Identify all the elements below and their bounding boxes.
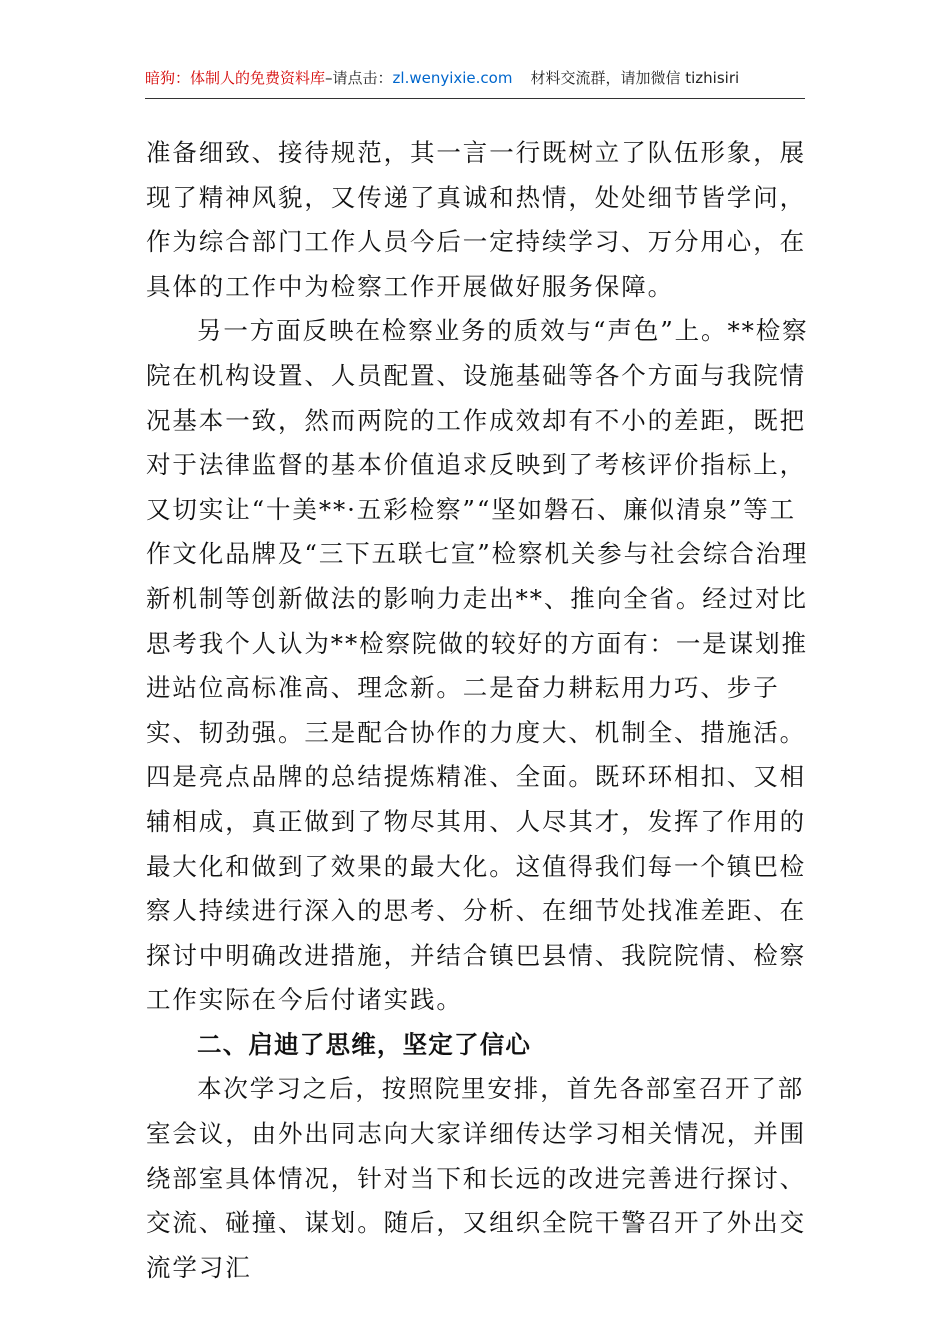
header-brand: 暗狗：体制人的免费资料库 [145, 69, 326, 87]
header-prompt: –请点击： [325, 69, 393, 87]
paragraph-after-study: 本次学习之后，按照院里安排，首先各部室召开了部室会议，由外出同志向大家详细传达学习相关情况，并围绕部室具体情况，针对当下和长远的改进完善进行探讨、交流、碰撞、谋划。随后，又组织全院干警召开了外出交流学习汇 [146, 1074, 806, 1282]
document-body [146, 131, 812, 1290]
header-url-link[interactable]: zl.wenyixie.com [392, 69, 513, 87]
paragraph-continued: 准备细致、接待规范，其一言一行既树立了队伍形象，展现了精神风貌，又传递了真诚和热情，处处细节皆学问，作为综合部门工作人员今后一定持续学习、万分用心，在具体的工作中为检察工作开展做好服务保障。 [146, 138, 806, 301]
section-heading: 二、启迪了思维，坚定了信心 [197, 1029, 532, 1059]
header-wechat-note: 材料交流群，请加微信 tizhisiri [530, 69, 740, 87]
page-header [145, 66, 805, 99]
paragraph-performance: 另一方面反映在检察业务的质效与“声色”上。**检察院在机构设置、人员配置、设施基础等各个方面与我院情况基本一致，然而两院的工作成效却有不小的差距，既把对于法律监督的基本价值追求反映到了考核评价指标上，又切实让“十美**·五彩检察”“坚如磐石、廉似清泉”等工作文化品牌及“三下五联七宣”检察机关参与社会综合治理新机制等创新做法的影响力走出**、推向全省。经过对比思考我个人认为**检察院做的较好的方面有：一是谋划推进站位高标准高、理念新。二是奋力耕耘用力巧、步子实、韧劲强。三是配合协作的力度大、机制全、措施活。四是亮点品牌的总结提炼精准、全面。既环环相扣、又相辅相成，真正做到了物尽其用、人尽其才，发挥了作用的最大化和做到了效果的最大化。这值得我们每一个镇巴检察人持续进行深入的思考、分析、在细节处找准差距、在探讨中明确改进措施，并结合镇巴县情、我院院情、检察工作实际在今后付诸实践。 [146, 316, 809, 1015]
